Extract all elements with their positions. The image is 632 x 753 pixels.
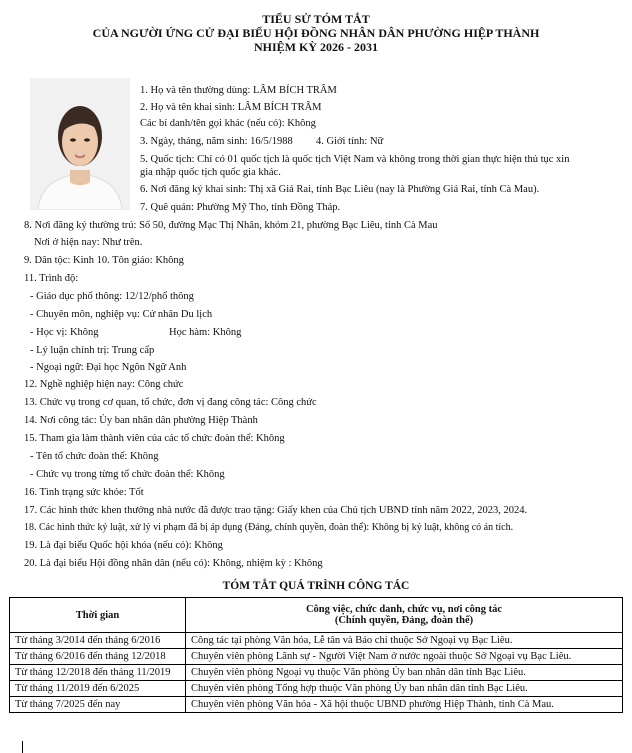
academic-title: Học hàm: Không <box>169 327 242 338</box>
column-header-description <box>186 598 623 633</box>
table-row <box>10 681 623 697</box>
national-assembly-delegate: 19. Là đại biểu Quốc hội khóa (nếu có): Không <box>24 540 223 551</box>
current-residence: Nơi ở hiện nay: Như trên. <box>34 237 143 248</box>
general-education: - Giáo dục phổ thông: 12/12/phổ thông <box>30 291 194 302</box>
table-header-row <box>10 598 623 633</box>
work-history-title: TÓM TẮT QUÁ TRÌNH CÔNG TÁC <box>222 580 410 592</box>
workplace: 14. Nơi công tác: Ủy ban nhân dân phường Hiệp Thành <box>24 415 258 426</box>
hometown: 7. Quê quán: Phường Mỹ Tho, tỉnh Đồng Tháp. <box>140 202 341 213</box>
position: 13. Chức vụ trong cơ quan, tổ chức, đơn vị đang công tác: Công chức <box>24 397 317 408</box>
row-time: Từ tháng 7/2025 đến nay <box>10 697 186 713</box>
row-time: Từ tháng 3/2014 đến tháng 6/2016 <box>10 633 186 649</box>
ethnicity-religion: 9. Dân tộc: Kinh 10. Tôn giáo: Không <box>24 255 184 266</box>
nationality-continued: gia nhập quốc tịch quốc gia khác. <box>140 167 281 178</box>
row-description: Chuyên viên phòng Ngoại vụ thuộc Văn phòng Ủy ban nhân dân tỉnh Bạc Liêu. <box>186 665 623 681</box>
column-header-description-line1: Công việc, chức danh, chức vụ, nơi công tác <box>305 604 503 615</box>
gender: 4. Giới tính: Nữ <box>316 136 384 147</box>
portrait-image <box>30 78 130 210</box>
document-subtitle: CỦA NGƯỜI ỨNG CỬ ĐẠI BIỂU HỘI ĐỒNG NHÂN DÂN PHƯỜNG HIỆP THÀNH <box>92 26 540 40</box>
political-theory: - Lý luận chính trị: Trung cấp <box>30 345 155 356</box>
organizations: 15. Tham gia làm thành viên của các tổ chức đoàn thể: Không <box>24 433 285 444</box>
organization-name: - Tên tổ chức đoàn thể: Không <box>30 451 159 462</box>
column-header-description-line2: (Chính quyền, Đảng, đoàn thể) <box>334 615 474 626</box>
disciplinary-record: 18. Các hình thức kỷ luật, xử lý vi phạm đã bị áp dụng (Đảng, chính quyền, đoàn thể): Không bị kỷ luật, không có án tích. <box>24 522 514 533</box>
academic-degree: - Học vị: Không <box>30 327 99 338</box>
table-row <box>10 697 623 713</box>
date-of-birth: 3. Ngày, tháng, năm sinh: 16/5/1988 <box>140 136 293 147</box>
table-row <box>10 649 623 665</box>
column-header-time: Thời gian <box>10 598 186 633</box>
document-title: TIỂU SỬ TÓM TẮT <box>262 12 370 26</box>
row-time: Từ tháng 6/2016 đến tháng 12/2018 <box>10 649 186 665</box>
permanent-residence: 8. Nơi đăng ký thường trú: Số 50, đường Mạc Thị Nhân, khóm 21, phường Bạc Liêu, tỉnh Cà Mau <box>24 220 438 231</box>
row-description: Chuyên viên phòng Tổng hợp thuộc Văn phòng Ủy ban nhân dân tỉnh Bạc Liêu. <box>186 681 623 697</box>
birth-registration: 6. Nơi đăng ký khai sinh: Thị xã Giá Rai, tỉnh Bạc Liêu (nay là Phường Giá Rai, tỉnh Cà Mau). <box>140 184 540 195</box>
text-cursor <box>22 741 23 753</box>
aliases: Các bí danh/tên gọi khác (nếu có): Không <box>140 118 316 129</box>
nationality: 5. Quốc tịch: Chỉ có 01 quốc tịch là quốc tịch Việt Nam và không trong thời gian thực hiện thủ tục xin <box>140 154 570 165</box>
common-name: 1. Họ và tên thường dùng: LÂM BÍCH TRÂM <box>140 85 337 96</box>
work-history-table <box>9 597 623 713</box>
awards: 17. Các hình thức khen thưởng nhà nước đã được trao tặng: Giấy khen của Chủ tịch UBND tỉnh năm 2022, 2023, 2024. <box>24 505 528 516</box>
term-title: NHIỆM KỲ 2026 - 2031 <box>254 40 378 54</box>
qualifications-heading: 11. Trình độ: <box>24 273 79 284</box>
profession: - Chuyên môn, nghiệp vụ: Cử nhân Du lịch <box>30 309 213 320</box>
table-row <box>10 633 623 649</box>
health-status: 16. Tình trạng sức khỏe: Tốt <box>24 487 144 498</box>
occupation: 12. Nghề nghiệp hiện nay: Công chức <box>24 379 184 390</box>
row-description: Công tác tại phòng Văn hóa, Lễ tân và Báo chí thuộc Sở Ngoại vụ Bạc Liêu. <box>186 633 623 649</box>
row-time: Từ tháng 12/2018 đến tháng 11/2019 <box>10 665 186 681</box>
row-description: Chuyên viên phòng Lãnh sự - Người Việt Nam ở nước ngoài thuộc Sở Ngoại vụ Bạc Liêu. <box>186 649 623 665</box>
row-time: Từ tháng 11/2019 đến 6/2025 <box>10 681 186 697</box>
portrait-photo <box>30 78 130 210</box>
table-row <box>10 665 623 681</box>
foreign-language: - Ngoại ngữ: Đại học Ngôn Ngữ Anh <box>30 362 187 373</box>
council-delegate: 20. Là đại biểu Hội đồng nhân dân (nếu có): Không, nhiệm kỳ : Không <box>24 558 323 569</box>
organization-role: - Chức vụ trong từng tổ chức đoàn thể: Không <box>30 469 225 480</box>
row-description: Chuyên viên phòng Văn hóa - Xã hội thuộc UBND phường Hiệp Thành, tỉnh Cà Mau. <box>186 697 623 713</box>
birth-name: 2. Họ và tên khai sinh: LÂM BÍCH TRÂM <box>140 102 322 113</box>
